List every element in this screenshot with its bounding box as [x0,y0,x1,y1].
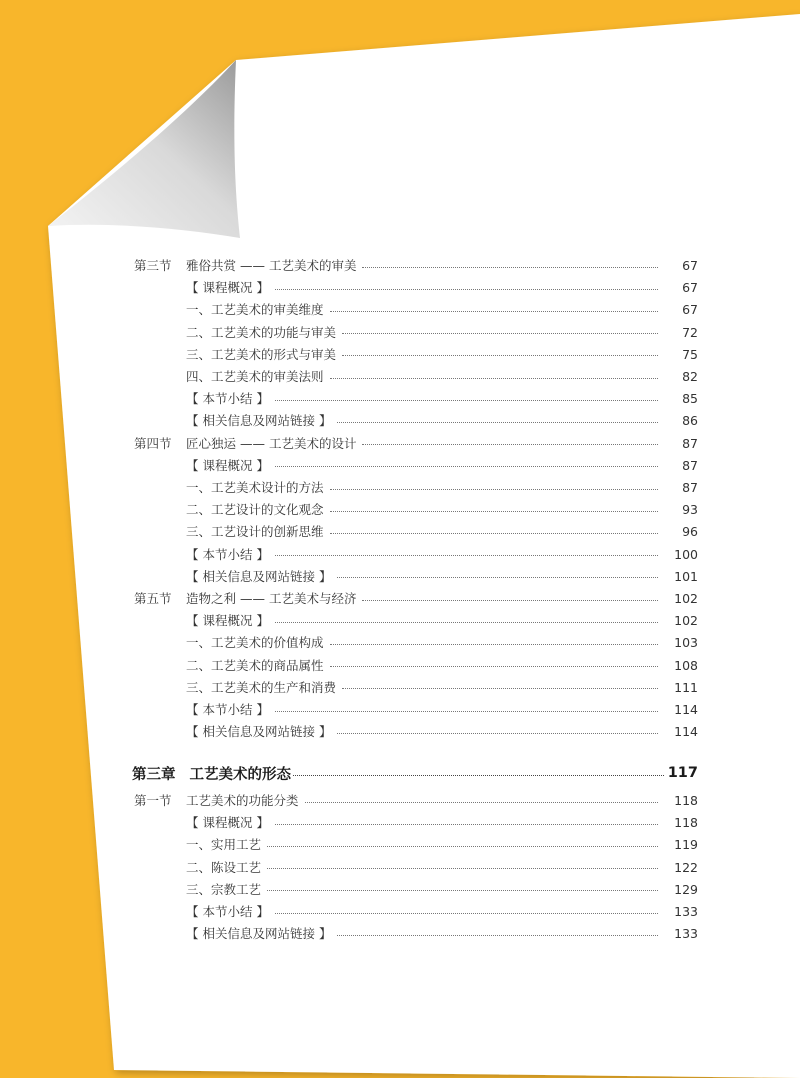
entry-title: 【 相关信息及网站链接 】 [186,413,332,429]
entry-title: 一、工艺美术的审美维度 [186,302,324,318]
toc-entry[interactable] [134,791,698,811]
toc-entry[interactable] [134,722,698,742]
toc-entry[interactable] [134,611,698,631]
toc-entry-body [186,589,698,609]
entry-title: 【 本节小结 】 [186,904,269,919]
page-number: 118 [674,793,698,808]
toc-entry-body [186,256,698,276]
chapter-heading[interactable] [132,761,698,785]
toc-entry[interactable] [134,256,698,276]
entry-title: 【 本节小结 】 [186,391,269,407]
dot-leader [275,555,658,556]
dot-leader [330,666,658,667]
toc-entry[interactable] [134,567,698,587]
entry-title: 一、工艺美术设计的方法 [186,480,324,495]
page-number: 67 [682,280,698,296]
dot-leader [305,802,658,803]
dot-leader [267,890,658,891]
toc-entry[interactable] [134,700,698,720]
page-number: 102 [674,591,698,606]
toc-entry-body [186,791,698,811]
toc-entry[interactable] [134,858,698,878]
toc-entry[interactable] [134,902,698,922]
dot-leader [275,913,658,914]
page-number: 96 [682,524,698,540]
entry-title: 工艺美术的功能分类 [186,793,299,808]
page-number: 86 [682,413,698,429]
section-number: 第一节 [134,793,172,808]
toc-entry-body [186,924,698,944]
toc-entry[interactable] [134,323,698,343]
toc-entry[interactable] [134,522,698,542]
toc-entry-body [186,813,698,833]
toc-entry-body [186,456,698,476]
page-number: 119 [674,837,698,853]
dot-leader [330,311,658,312]
entry-title: 【 本节小结 】 [186,546,269,562]
toc-entry-body [186,367,698,387]
dot-leader [293,775,664,776]
page-number: 102 [674,613,698,629]
entry-title: 【 课程概况 】 [186,613,269,629]
entry-title: 二、工艺设计的文化观念 [186,502,324,518]
dot-leader [342,688,658,689]
toc-entry-body [186,323,698,343]
dot-leader [342,355,658,356]
page-number: 114 [674,724,698,740]
toc-entry[interactable] [134,278,698,298]
dot-leader [330,378,658,379]
toc-entry[interactable] [134,835,698,855]
page-number: 133 [674,904,698,919]
entry-title: 雅俗共赏 —— 工艺美术的审美 [186,258,357,273]
toc-entry-body [186,411,698,431]
toc-entry[interactable] [134,478,698,498]
chapter-page-number: 117 [667,765,698,781]
entry-title: 二、工艺美术的商品属性 [186,657,324,673]
entry-title: 【 课程概况 】 [186,280,269,296]
section-number: 第四节 [134,435,172,451]
toc-entry[interactable] [134,924,698,944]
toc-entry[interactable] [134,500,698,520]
entry-title: 三、工艺设计的创新思维 [186,524,324,540]
toc-entry[interactable] [134,411,698,431]
toc-entry-body [186,656,698,676]
dot-leader [337,422,658,423]
toc-entry[interactable] [134,300,698,320]
toc-entry[interactable] [134,434,698,454]
page-number: 75 [682,346,698,362]
toc-entry-body [186,902,698,922]
dot-leader [362,444,658,445]
page-number: 72 [682,324,698,340]
page-number: 82 [682,369,698,384]
entry-title: 三、工艺美术的形式与审美 [186,346,337,362]
toc-entry[interactable] [134,367,698,387]
dot-leader [342,333,658,334]
toc-entry[interactable] [134,813,698,833]
page-number: 133 [674,926,698,942]
page-number: 67 [682,258,698,273]
entry-title: 三、工艺美术的生产和消费 [186,679,337,695]
entry-title: 【 课程概况 】 [186,815,269,831]
dot-leader [330,489,658,490]
page-number: 85 [682,391,698,407]
page-number: 114 [674,702,698,717]
dot-leader [275,400,658,401]
page-number: 87 [682,435,698,451]
dot-leader [330,511,658,512]
chapter-number: 第三章 [132,766,176,783]
page-number: 118 [674,815,698,831]
toc-entry-body [186,345,698,365]
toc-entry-body [186,858,698,878]
entry-title: 【 相关信息及网站链接 】 [186,724,332,740]
page-number: 103 [674,635,698,651]
toc-entry-body [186,835,698,855]
toc-entry[interactable] [134,456,698,476]
dot-leader [330,533,658,534]
dot-leader [330,644,658,645]
entry-title: 【 相关信息及网站链接 】 [186,568,332,584]
entry-title: 【 课程概况 】 [186,457,269,473]
entry-title: 【 本节小结 】 [186,702,269,717]
toc-entry-body [186,545,698,565]
page-number: 87 [682,457,698,473]
toc-entry[interactable] [134,656,698,676]
page-number: 100 [674,546,698,562]
toc-entry-body [186,611,698,631]
toc-entry-body [186,700,698,720]
dot-leader [337,935,658,936]
section-number: 第三节 [134,258,172,273]
toc-entry-body [186,880,698,900]
dot-leader [275,622,658,623]
toc-entry[interactable] [134,545,698,565]
page-number: 129 [674,881,698,897]
page-number: 111 [674,679,698,695]
page-number: 101 [674,568,698,584]
chapter-title-wrap [132,763,291,784]
page-number: 67 [682,302,698,318]
toc-entry[interactable] [134,589,698,609]
toc-entry-body [186,722,698,742]
section-number: 第五节 [134,591,172,606]
page-number: 93 [682,502,698,518]
toc-entry-body [186,434,698,454]
entry-title: 三、宗教工艺 [186,881,262,897]
dot-leader [275,711,658,712]
entry-title: 造物之利 —— 工艺美术与经济 [186,591,357,606]
page-number: 108 [674,657,698,673]
toc-entry[interactable] [134,345,698,365]
entry-title: 匠心独运 —— 工艺美术的设计 [186,435,357,451]
chapter-title: 工艺美术的形态 [189,766,291,783]
toc-entry-body [186,500,698,520]
dot-leader [362,267,658,268]
dot-leader [275,466,658,467]
entry-title: 二、工艺美术的功能与审美 [186,324,337,340]
page-number: 87 [682,480,698,495]
entry-title: 二、陈设工艺 [186,859,262,875]
entry-title: 四、工艺美术的审美法则 [186,369,324,384]
toc-entry-body [186,522,698,542]
page-number: 122 [674,859,698,875]
toc-entry-body [186,278,698,298]
toc-entry[interactable] [134,678,698,698]
dot-leader [337,577,658,578]
toc-entry-body [186,300,698,320]
toc-entry-body [186,389,698,409]
entry-title: 一、工艺美术的价值构成 [186,635,324,651]
dot-leader [275,289,658,290]
dot-leader [337,733,658,734]
toc-entry[interactable] [134,389,698,409]
entry-title: 一、实用工艺 [186,837,262,853]
toc-entry-body [186,478,698,498]
toc-entry[interactable] [134,633,698,653]
toc-entry[interactable] [134,880,698,900]
toc-entry-body [186,633,698,653]
dot-leader [275,824,658,825]
dot-leader [362,600,658,601]
dot-leader [267,868,658,869]
entry-title: 【 相关信息及网站链接 】 [186,926,332,942]
dot-leader [267,846,658,847]
toc-entry-body [186,678,698,698]
toc-entry-body [186,567,698,587]
